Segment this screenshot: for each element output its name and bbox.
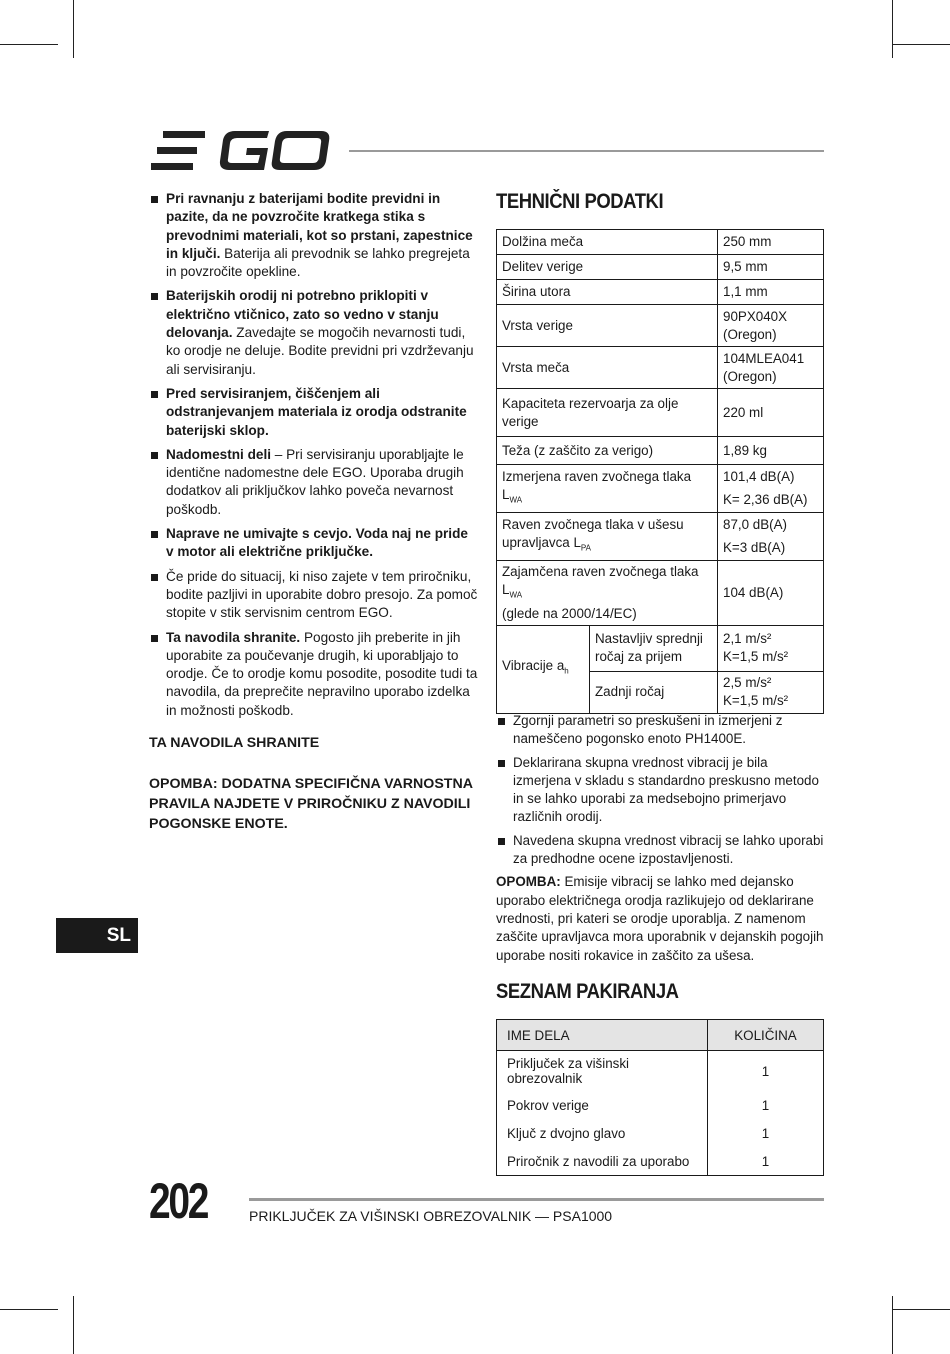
spec-label: Vrsta verige [497,305,718,347]
spec-label: Širina utora [497,280,718,305]
spec-label: Delitev verige [497,255,718,280]
spec-label: Izmerjena raven zvočnega tlaka $L_{WA}$ [497,465,718,513]
spec-label: Vrsta meča [497,347,718,389]
list-item: Deklarirana skupna vrednost vibracij je bila izmerjena v skladu s standardno preskusno metodo in se lahko uporabi za medsebojno primerjavo različnih orodij. [496,754,826,827]
spec-label: Zajamčena raven zvočnega tlaka $L_{WA}$ (glede na 2000/14/EC) [497,561,718,626]
tech-data-table [496,229,824,714]
note-paragraph: OPOMBA: Emisije vibracij se lahko med dejansko uporabo električnega orodja razlikujejo od deklarirane vrednosti, pri kateri se orodje uporablja. Z namenom zaščite upravljavca mora uporabnik v dejanskih pogojih uporabe nositi rokavice in zaščito za ušesa. [496,874,824,963]
vibration-notes [496,712,826,965]
spec-label: Vibracije $a_h$ [497,625,590,713]
spec-label: Teža (z zaščito za verigo) [497,437,718,465]
spec-label: Dolžina meča [497,230,718,255]
part-quantity: 1 [708,1091,824,1119]
spec-value: 1,89 kg [718,437,824,465]
table-row [497,280,824,305]
table-header-row [497,1020,824,1051]
footer-rule [249,1198,824,1201]
crop-mark [892,0,893,58]
spec-value: 2,5 m/s² K=1,5 m/s² [718,671,824,713]
crop-mark [0,1309,58,1310]
list-item: Zgornji parametri so preskušeni in izmerjeni z nameščeno pogonsko enoto PH1400E. [496,712,826,749]
table-row [497,389,824,437]
column-header-part-name: IME DELA [497,1020,708,1051]
list-item: Navedena skupna vrednost vibracij se lahko uporabi za predhodne ocene izpostavljenosti. [496,832,826,869]
language-tab: SL [56,918,138,953]
spec-sublabel: Nastavljiv sprednji ročaj za prijem [590,625,718,671]
table-row [497,347,824,389]
crop-mark [73,0,74,58]
list-item: Nadomestni deli – Pri servisiranju uporabljajte le identične nadomestne dele EGO. Uporaba drugih dodatkov ali priključkov lahko poveča nevarnost poškodb. [149,446,479,519]
spec-sublabel: Zadnji ročaj [590,671,718,713]
crop-mark [892,1296,893,1354]
spec-value: 220 ml [718,389,824,437]
crop-mark [73,1296,74,1354]
table-row [497,1119,824,1147]
spec-value: 9,5 mm [718,255,824,280]
footer-title: PRIKLJUČEK ZA VIŠINSKI OBREZOVALNIK — PSA1000 [249,1208,613,1224]
spec-value: 250 mm [718,230,824,255]
part-name: Ključ z dvojno glavo [497,1119,708,1147]
ego-logo [149,130,331,172]
spec-value: 101,4 dB(A) K= 2,36 dB(A) [718,465,824,513]
header-rule [349,150,824,152]
table-row [497,305,824,347]
list-item: Ta navodila shranite. Pogosto jih preberite in jih uporabite za poučevanje drugih, ki uporabljajo to orodje. Če to orodje komu posodite, posodite tudi ta navodila, da preprečite nepravilno uporabo izdelka in možnosti poškodb. [149,629,479,720]
crop-mark [892,1309,950,1310]
list-item: Pred servisiranjem, čiščenjem ali odstranjevanjem materiala iz orodja odstranite baterijski sklop. [149,385,479,440]
part-name: Pokrov verige [497,1091,708,1119]
packing-list-table [496,1019,824,1176]
safety-bullet-list [149,190,479,720]
table-row [497,1147,824,1176]
table-row [497,625,824,671]
list-item: Če pride do situacij, ki niso zajete v tem priročniku, bodite pazljivi in uporabite dobro presojo. Za pomoč stopite v stik servisnim centrom EGO. [149,568,479,623]
spec-value: 104MLEA041 (Oregon) [718,347,824,389]
notes-bullet-list [496,712,826,868]
part-quantity: 1 [708,1147,824,1176]
spec-value: 104 dB(A) [718,561,824,626]
spec-label: Raven zvočnega tlaka v ušesu upravljavca $L_{PA}$ [497,513,718,561]
spec-value: 87,0 dB(A) K=3 dB(A) [718,513,824,561]
table-row [497,465,824,513]
table-row [497,561,824,626]
part-quantity: 1 [708,1051,824,1092]
part-quantity: 1 [708,1119,824,1147]
packing-list-title: SEZNAM PAKIRANJA [496,980,679,1003]
page-number: 202 [149,1173,208,1229]
table-row [497,255,824,280]
list-item: Naprave ne umivajte s cevjo. Voda naj ne pride v motor ali električne priključke. [149,525,479,562]
spec-value: 1,1 mm [718,280,824,305]
safety-column [149,190,479,834]
spec-value: 90PX040X (Oregon) [718,305,824,347]
list-item: Pri ravnanju z baterijami bodite previdni in pazite, da ne povzročite kratkega stika s prevodnimi materiali, kot so prstani, zapestnice in ključi. Baterija ali prevodnik se lahko pregrejeta in povzročite opekline. [149,190,479,281]
crop-mark [0,44,58,45]
spec-value: 2,1 m/s² K=1,5 m/s² [718,625,824,671]
table-row [497,437,824,465]
spec-label: Kapaciteta rezervoarja za olje verige [497,389,718,437]
note-heading: OPOMBA: DODATNA SPECIFIČNA VARNOSTNA PRAVILA NAJDETE V PRIROČNIKU Z NAVODILI POGONSKE ENOTE. [149,776,473,833]
tech-data-title: TEHNIČNI PODATKI [496,190,664,213]
table-row [497,230,824,255]
table-row [497,1091,824,1119]
list-item: Baterijskih orodij ni potrebno priklopiti v električno vtičnico, zato so vedno v stanju delovanja. Zavedajte se mogočih nevarnosti tudi, ko orodje ne deluje. Bodite previdni pri vzdrževanju ali servisiranju. [149,287,479,378]
save-instructions-heading: TA NAVODILA SHRANITE [149,735,320,752]
part-name: Priročnik z navodili za uporabo [497,1147,708,1176]
column-header-quantity: KOLIČINA [708,1020,824,1051]
part-name: Priključek za višinski obrezovalnik [497,1051,708,1092]
table-row [497,513,824,561]
crop-mark [892,44,950,45]
table-row [497,1051,824,1092]
